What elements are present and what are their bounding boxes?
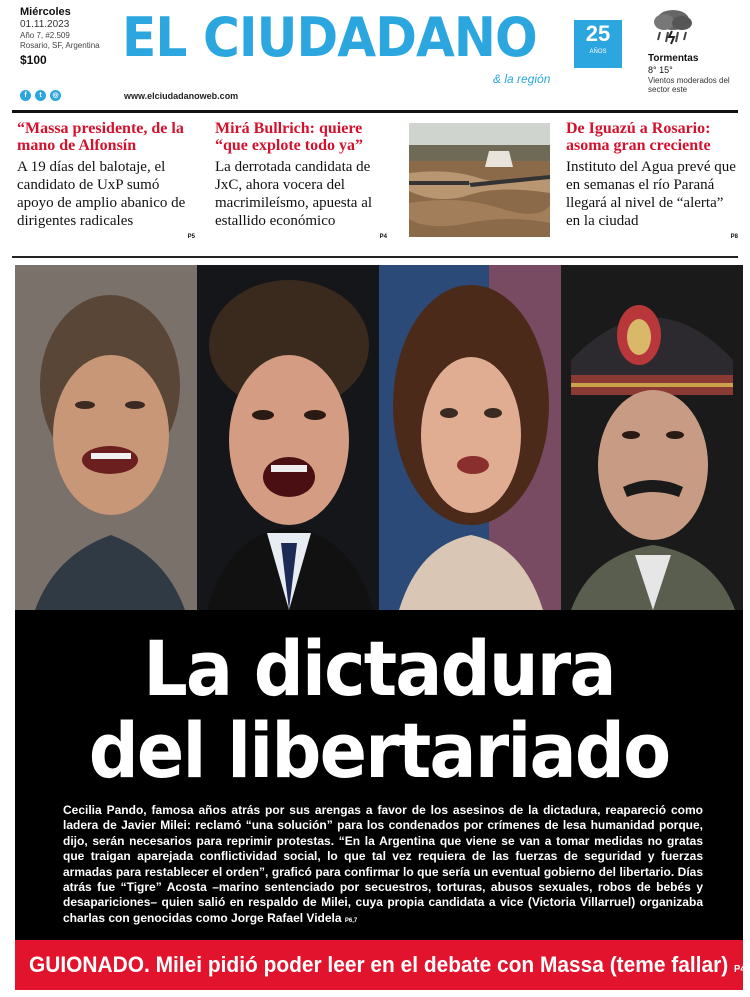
teaser-bullrich[interactable]	[215, 120, 387, 240]
teaser-body: La derrotada candidata de JxC, ahora vocera del macrimileísmo, apuesta al estallido económico	[215, 159, 373, 229]
teaser-body: Instituto del Agua prevé que en semanas el río Paraná llegará al nivel de “alerta” en la ciudad	[566, 159, 736, 229]
teaser-headline: Mirá Bullrich: quiere “que explote todo ya”	[215, 120, 363, 154]
portrait-videla[interactable]	[561, 265, 743, 610]
storm-cloud-icon	[650, 4, 696, 48]
edition-date: 01.11.2023	[20, 19, 70, 30]
portraits-strip	[15, 265, 743, 610]
portrait-villarruel[interactable]	[379, 265, 561, 610]
weather-condition: Tormentas	[648, 53, 699, 64]
anniversary-badge	[574, 20, 622, 68]
footer-kicker: GUIONADO.	[29, 952, 150, 977]
social-links	[20, 90, 61, 101]
edition-day: Miércoles	[20, 6, 71, 18]
page-reference: P4	[379, 234, 387, 240]
twitter-icon[interactable]: t	[35, 90, 46, 101]
edition-issue: Año 7, #2.509	[20, 31, 70, 40]
page-reference: P4	[734, 964, 746, 975]
instagram-icon[interactable]: ◎	[50, 90, 61, 101]
edition-info	[20, 6, 120, 67]
region-tagline: & la región	[493, 72, 551, 86]
main-story[interactable]	[15, 610, 743, 940]
iguazu-falls-photo[interactable]	[409, 123, 550, 237]
portrait-milei[interactable]	[197, 265, 379, 610]
facebook-icon[interactable]: f	[20, 90, 31, 101]
teaser-headline: “Massa presidente, de la mano de Alfonsín	[17, 120, 184, 154]
masthead-divider	[12, 110, 738, 113]
teaser-headline: De Iguazú a Rosario: asoma gran creciente	[566, 120, 711, 154]
waterfall-image	[409, 123, 550, 237]
main-headline	[44, 624, 714, 795]
main-lede	[63, 803, 703, 929]
edition-location: Rosario, SF, Argentina	[20, 41, 100, 50]
newspaper-logo[interactable]: EL CIUDADANO	[122, 6, 537, 69]
weather-detail: Vientos moderados del sector este	[648, 76, 730, 94]
anniversary-number: 25	[585, 21, 611, 46]
page-reference: P5	[187, 234, 195, 240]
headline-line-2: del libertariado	[88, 706, 670, 795]
website-url[interactable]: www.elciudadanoweb.com	[124, 91, 239, 101]
anniversary-text: AÑOS	[589, 49, 607, 55]
weather-temps: 8° 15°	[648, 65, 673, 75]
teasers-divider	[12, 256, 738, 258]
footer-headline: Milei pidió poder leer en el debate con Massa (teme fallar)	[155, 952, 729, 977]
edition-price: $100	[20, 53, 47, 67]
page-reference: P8	[730, 234, 738, 240]
footer-banner[interactable]	[15, 940, 746, 990]
lede-text: Cecilia Pando, famosa años atrás por sus arengas a favor de los asesinos de la dictadura, reapareció como ladera de Javier Milei: reclamó “una solución” para los condenados por crímenes de lesa humanidad porque, dijo, serán necesarios para reprimir protestas. “En la Argentina que viene se van a tomar medidas no gratas que traigan aparejada conflictividad social, lo que tal vez requiera de las fuerzas de seguridad y fuerzas armadas para restablecer el orden”, graficó para confirmar lo que sería un eventual gobierno del libertario. Días atrás fue “Tigre” Acosta –marino sentenciado por secuestros, torturas, abusos sexuales, robos de bebés y desapariciones– quien salió en respaldo de Milei, cuya propia candidata a vice (Victoria Villarruel) organizaba charlas con genocidas como Jorge Rafael Videla	[63, 803, 703, 925]
footer-text	[29, 952, 746, 978]
page-reference: P6,7	[344, 917, 358, 924]
teaser-massa[interactable]	[17, 120, 195, 240]
portrait-pando[interactable]	[15, 265, 197, 610]
teaser-iguazu[interactable]	[566, 120, 738, 240]
weather-box	[648, 4, 748, 94]
teaser-body: A 19 días del balotaje, el candidato de UxP sumó apoyo de amplio abanico de dirigentes radicales	[17, 159, 186, 229]
headline-line-1: La dictadura	[143, 624, 615, 713]
